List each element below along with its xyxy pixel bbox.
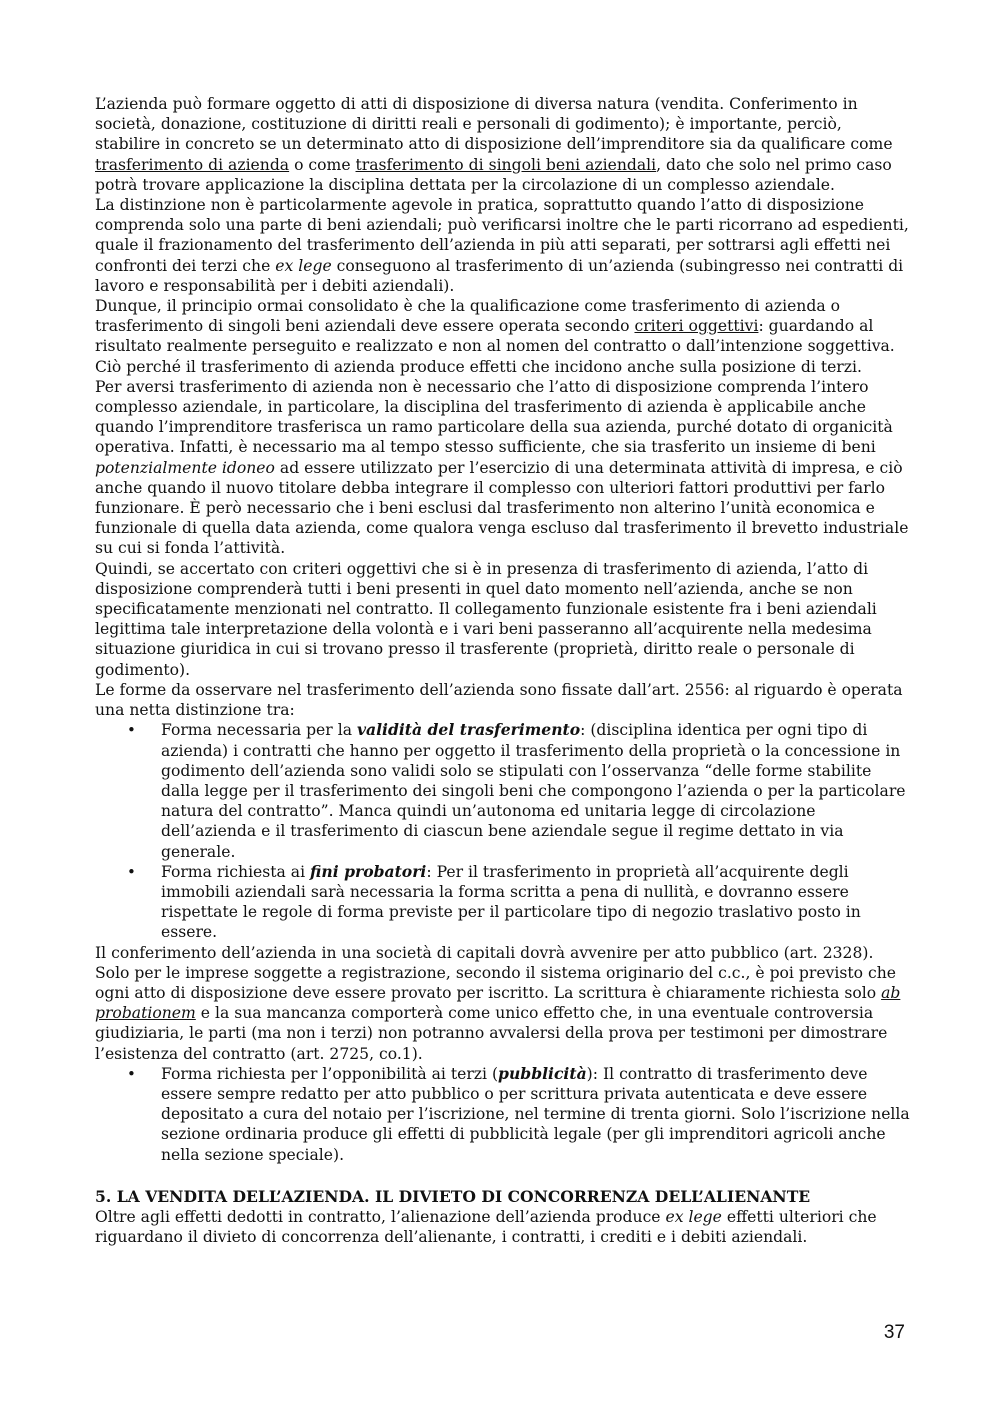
text-run: e la sua mancanza comporterà come unico effetto che, in una eventuale controversia giudiziaria, le parti (ma non i terzi) non potranno avvalersi della prova per testimoni per dimostrare l’esistenza del contratto (art. 2725, co.1). — [95, 1004, 888, 1063]
paragraph-7 — [95, 943, 910, 1064]
text-run: ): Il contratto di trasferimento deve essere sempre redatto per atto pubblico o per scrittura privata autenticata e deve essere depositato a cura del notaio per l’iscrizione, nel termine di trenta giorni. Solo l’iscrizione nella sezione ordinaria produce gli effetti di pubblicità legale (per gli imprenditori agricoli anche nella sezione speciale). — [161, 1064, 910, 1164]
bullet-icon: • — [127, 721, 136, 740]
text-run: Oltre agli effetti dedotti in contratto, l’alienazione dell’azienda produce — [95, 1207, 666, 1226]
text-run: Il conferimento dell’azienda in una società di capitali dovrà avvenire per atto pubblico (art. 2328). Solo per le imprese soggette a registrazione, secondo il sistema originario del c.c., è poi previsto che ogni atto di disposizione deve essere provato per iscritto. La scrittura è chiaramente richiesta solo — [95, 943, 896, 1002]
bullet-icon: • — [127, 1064, 136, 1083]
underlined-term: trasferimento di azienda — [95, 155, 290, 174]
text-run: , dato che solo nel primo caso potrà trovare applicazione la disciplina dettata per la circolazione di un complesso aziendale. — [95, 155, 892, 194]
text-run: : guardando al risultato realmente perseguito e realizzato e non al nomen del contratto o dall’intenzione soggettiva. Ciò perché il trasferimento di azienda produce effetti che incidono anche sulla posizione di terzi. — [95, 317, 895, 376]
list-item — [127, 1063, 910, 1165]
text-run: Per aversi trasferimento di azienda non è necessario che l’atto di disposizione comprenda l’intero complesso aziendale, in particolare, la disciplina del trasferimento di azienda è applicabile anche quando l’imprenditore trasferisca un ramo particolare della sua azienda, purché dotato di organicità operativa. Infatti, è necessario ma al tempo stesso sufficiente, che sia trasferito un insieme di beni — [95, 377, 893, 457]
bullet-list-forms — [95, 720, 910, 942]
text-run: conseguono al trasferimento di un’azienda (subingresso nei contratti di lavoro e responsabilità per i debiti aziendali). — [95, 256, 904, 295]
text-run: effetti ulteriori che riguardano il divieto di concorrenza dell’alienante, i contratti, i crediti e i debiti aziendali. — [95, 1207, 877, 1247]
section-heading: 5. LA VENDITA DELL’AZIENDA. IL DIVIETO DI CONCORRENZA DELL’ALIENANTE — [95, 1186, 811, 1206]
paragraph-5: Quindi, se accertato con criteri oggettivi che si è in presenza di trasferimento di azienda, l’atto di disposizione comprenderà tutti i beni presenti in quel dato momento nell’azienda, anche se non specificatamente menzionati nel contratto. Il collegamento funzionale esistente fra i beni aziendali legittima tale interpretazione della volontà e i vari beni passeranno all’acquirente nella medesima situazione giuridica in cui si trovano presso il trasferente (proprietà, diritto reale o personale di godimento). — [95, 559, 877, 679]
paragraph-4 — [95, 377, 910, 559]
text-run: Forma richiesta per l’opponibilità ai terzi ( — [161, 1064, 499, 1083]
text-run: : (disciplina identica per ogni tipo di azienda) i contratti che hanno per oggetto il trasferimento della proprietà o la concessione in godimento dell’azienda sono validi solo se stipulati con l’osservanza “delle forme stabilite dalla legge per il trasferimento dei singoli beni che compongono l’azienda o per la particolare natura del contratto”. Manca quindi un’autonoma ed unitaria legge di circolazione dell’azienda e il trasferimento di ciascun bene aziendale segue il regime dettato in via generale. — [161, 721, 906, 861]
italic-term: ex lege — [665, 1207, 722, 1226]
text-run: Dunque, il principio ormai consolidato è che la qualificazione come trasferimento di azienda o trasferimento di singoli beni aziendali deve essere operata secondo — [95, 297, 840, 336]
text-run: L’azienda può formare oggetto di atti di disposizione di diversa natura (vendita. Conferimento in società, donazione, costituzione di diritti reali e personali di godimento); è importante, perciò, stabilire in concreto se un determinato atto di disposizione dell’imprenditore sia da qualificare come — [95, 95, 893, 154]
bullet-list-publicity — [95, 1064, 910, 1165]
paragraph-8 — [95, 1207, 910, 1247]
italic-underlined-term: ab probationem — [95, 983, 901, 1023]
text-run: La distinzione non è particolarmente agevole in pratica, soprattutto quando l’atto di disposizione comprenda solo una parte di beni aziendali; può verificarsi inoltre che le parti ricorrano ad espedienti, quale il frazionamento del trasferimento dell’azienda in più atti separati, per sottrarsi agli effetti nei confronti dei terzi che — [95, 196, 909, 275]
text-run: Forma necessaria per la — [161, 721, 357, 740]
paragraph-3 — [95, 296, 910, 377]
italic-term: ex lege — [275, 256, 332, 275]
list-item — [127, 861, 910, 943]
bold-italic-term: validità del trasferimento — [356, 720, 581, 740]
underlined-term: trasferimento di singoli beni aziendali — [355, 155, 657, 174]
page-number: 37 — [883, 1322, 905, 1343]
underlined-term: criteri oggettivi — [634, 317, 759, 336]
text-run: Forma richiesta ai — [161, 862, 311, 881]
bullet-icon: • — [127, 862, 136, 881]
bold-italic-term: fini probatori — [310, 861, 427, 881]
text-run: : Per il trasferimento in proprietà all’acquirente degli immobili aziendali sarà necessaria la forma scritta a pena di nullità, e dovranno essere rispettate le regole di forma previste per il particolare tipo di negozio traslativo posto in essere. — [161, 862, 861, 942]
bold-italic-term: pubblicità — [498, 1063, 587, 1083]
text-run: ad essere utilizzato per l’esercizio di una determinata attività di impresa, e ciò anche quando il nuovo titolare debba integrare il complesso con ulteriori fattori produttivi per farlo funzionare. È però necessario che i beni esclusi dal trasferimento non alterino l’unità economica e funzionale di quella data azienda, come qualora venga escluso dal trasferimento il brevetto industriale su cui si fonda l’attività. — [95, 458, 909, 558]
paragraph-6: Le forme da osservare nel trasferimento dell’azienda sono fissate dall’art. 2556: al riguardo è operata una netta distinzione tra: — [95, 680, 903, 720]
page-content — [95, 94, 910, 1247]
italic-term: potenzialmente idoneo — [95, 458, 275, 477]
paragraph-2 — [95, 195, 910, 296]
paragraph-1 — [95, 94, 910, 195]
list-item — [127, 720, 910, 861]
text-run: o come — [289, 155, 356, 174]
